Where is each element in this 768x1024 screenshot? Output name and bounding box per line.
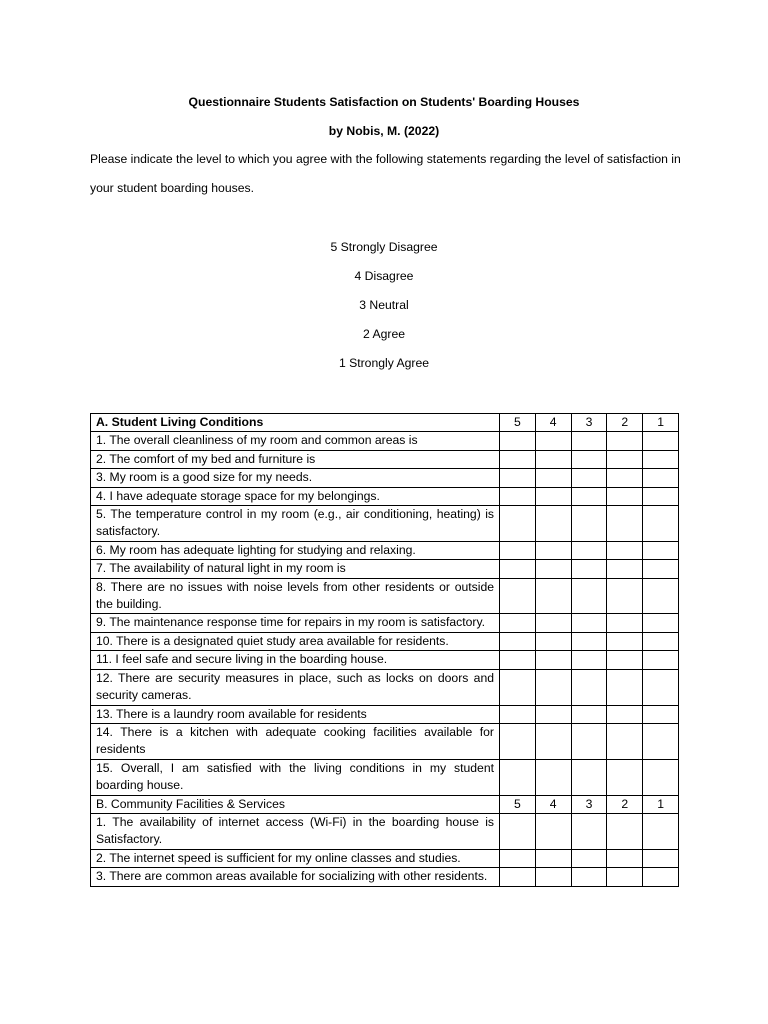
rating-cell[interactable] (500, 723, 536, 759)
rating-cell[interactable] (500, 632, 536, 650)
rating-cell[interactable] (571, 723, 607, 759)
question-text: 15. Overall, I am satisfied with the living conditions in my student boarding house. (91, 759, 500, 795)
question-text: 7. The availability of natural light in my room is (91, 560, 500, 578)
rating-cell[interactable] (500, 759, 536, 795)
rating-column-header: 5 (500, 414, 536, 432)
rating-cell[interactable] (607, 450, 643, 468)
rating-cell[interactable] (500, 669, 536, 705)
scale-item: 3 Neutral (359, 298, 409, 312)
rating-cell[interactable] (535, 669, 571, 705)
rating-cell[interactable] (500, 560, 536, 578)
rating-cell[interactable] (571, 705, 607, 723)
rating-cell[interactable] (571, 669, 607, 705)
rating-cell[interactable] (643, 487, 679, 505)
section-header-row (91, 414, 679, 432)
rating-column-header: 2 (607, 414, 643, 432)
rating-cell[interactable] (571, 651, 607, 669)
rating-cell[interactable] (607, 469, 643, 487)
rating-cell[interactable] (571, 614, 607, 632)
rating-cell[interactable] (500, 705, 536, 723)
rating-cell[interactable] (643, 651, 679, 669)
rating-cell[interactable] (535, 614, 571, 632)
question-text: 2. The internet speed is sufficient for my online classes and studies. (91, 849, 500, 867)
question-row (91, 669, 679, 705)
rating-cell[interactable] (643, 560, 679, 578)
rating-cell[interactable] (643, 614, 679, 632)
rating-cell[interactable] (535, 759, 571, 795)
rating-column-header: 2 (607, 795, 643, 813)
question-row (91, 469, 679, 487)
question-text: 9. The maintenance response time for repairs in my room is satisfactory. (91, 614, 500, 632)
question-text: 5. The temperature control in my room (e.g., air conditioning, heating) is satisfactory. (91, 506, 500, 542)
question-text: 10. There is a designated quiet study area available for residents. (91, 632, 500, 650)
rating-cell[interactable] (571, 632, 607, 650)
question-text: 2. The comfort of my bed and furniture is (91, 450, 500, 468)
question-row (91, 632, 679, 650)
document-author: by Nobis, M. (2022) (328, 124, 440, 138)
rating-cell[interactable] (607, 669, 643, 705)
rating-column-header: 1 (643, 414, 679, 432)
rating-cell[interactable] (643, 469, 679, 487)
intro-paragraph: Please indicate the level to which you agree with the following statements regarding the level of satisfaction in your student boarding houses. (90, 152, 681, 195)
rating-cell[interactable] (500, 506, 536, 542)
rating-cell[interactable] (535, 541, 571, 559)
rating-cell[interactable] (571, 868, 607, 886)
rating-cell[interactable] (607, 541, 643, 559)
rating-cell[interactable] (607, 578, 643, 614)
rating-column-header: 5 (500, 795, 536, 813)
rating-cell[interactable] (535, 632, 571, 650)
rating-cell[interactable] (571, 469, 607, 487)
rating-cell[interactable] (535, 432, 571, 450)
rating-column-header: 3 (571, 795, 607, 813)
rating-cell[interactable] (643, 759, 679, 795)
rating-cell[interactable] (643, 868, 679, 886)
question-text: 8. There are no issues with noise levels from other residents or outside the building. (91, 578, 500, 614)
question-text: 1. The availability of internet access (Wi-Fi) in the boarding house is Satisfactory. (91, 813, 500, 849)
rating-cell[interactable] (571, 432, 607, 450)
question-row (91, 813, 679, 849)
rating-cell[interactable] (535, 868, 571, 886)
rating-cell[interactable] (643, 450, 679, 468)
rating-cell[interactable] (500, 849, 536, 867)
rating-cell[interactable] (607, 560, 643, 578)
questionnaire-table (90, 413, 679, 887)
rating-cell[interactable] (643, 669, 679, 705)
rating-cell[interactable] (643, 849, 679, 867)
question-text: 3. There are common areas available for socializing with other residents. (91, 868, 500, 886)
question-row (91, 705, 679, 723)
rating-cell[interactable] (643, 723, 679, 759)
question-text: 11. I feel safe and secure living in the boarding house. (91, 651, 500, 669)
rating-cell[interactable] (535, 469, 571, 487)
question-row (91, 560, 679, 578)
rating-cell[interactable] (607, 849, 643, 867)
rating-cell[interactable] (643, 541, 679, 559)
rating-cell[interactable] (500, 813, 536, 849)
rating-cell[interactable] (607, 759, 643, 795)
rating-cell[interactable] (535, 506, 571, 542)
document-title: Questionnaire Students Satisfaction on Students' Boarding Houses (188, 95, 580, 109)
rating-cell[interactable] (571, 541, 607, 559)
question-row (91, 487, 679, 505)
question-row (91, 849, 679, 867)
rating-cell[interactable] (607, 651, 643, 669)
question-text: 6. My room has adequate lighting for studying and relaxing. (91, 541, 500, 559)
rating-cell[interactable] (535, 813, 571, 849)
question-row (91, 432, 679, 450)
rating-cell[interactable] (643, 813, 679, 849)
rating-cell[interactable] (643, 578, 679, 614)
rating-cell[interactable] (500, 541, 536, 559)
scale-item: 5 Strongly Disagree (330, 240, 438, 254)
rating-cell[interactable] (571, 560, 607, 578)
scale-item: 1 Strongly Agree (338, 356, 430, 370)
question-text: 1. The overall cleanliness of my room and common areas is (91, 432, 500, 450)
rating-cell[interactable] (500, 578, 536, 614)
rating-cell[interactable] (643, 506, 679, 542)
section-title: A. Student Living Conditions (91, 414, 500, 432)
rating-cell[interactable] (500, 432, 536, 450)
question-row (91, 868, 679, 886)
question-text: 3. My room is a good size for my needs. (91, 469, 500, 487)
question-row (91, 506, 679, 542)
rating-cell[interactable] (571, 487, 607, 505)
rating-column-header: 3 (571, 414, 607, 432)
question-text: 12. There are security measures in place, such as locks on doors and security cameras. (91, 669, 500, 705)
rating-cell[interactable] (607, 487, 643, 505)
rating-cell[interactable] (607, 705, 643, 723)
scale-item: 4 Disagree (354, 269, 414, 283)
rating-cell[interactable] (643, 705, 679, 723)
rating-cell[interactable] (607, 432, 643, 450)
question-text: 4. I have adequate storage space for my belongings. (91, 487, 500, 505)
question-row (91, 651, 679, 669)
rating-cell[interactable] (643, 632, 679, 650)
question-row (91, 578, 679, 614)
question-row (91, 759, 679, 795)
rating-cell[interactable] (607, 506, 643, 542)
rating-cell[interactable] (535, 723, 571, 759)
question-row (91, 541, 679, 559)
rating-cell[interactable] (500, 450, 536, 468)
rating-scale-legend (0, 233, 768, 378)
question-text: 14. There is a kitchen with adequate cooking facilities available for residents (91, 723, 500, 759)
rating-cell[interactable] (535, 651, 571, 669)
rating-cell[interactable] (571, 450, 607, 468)
rating-cell[interactable] (535, 487, 571, 505)
rating-column-header: 4 (535, 414, 571, 432)
rating-cell[interactable] (535, 578, 571, 614)
rating-cell[interactable] (535, 849, 571, 867)
section-header-row (91, 795, 679, 813)
rating-cell[interactable] (500, 487, 536, 505)
question-row (91, 614, 679, 632)
rating-cell[interactable] (571, 759, 607, 795)
question-text: 13. There is a laundry room available for residents (91, 705, 500, 723)
rating-cell[interactable] (607, 723, 643, 759)
rating-cell[interactable] (535, 450, 571, 468)
rating-cell[interactable] (607, 614, 643, 632)
rating-cell[interactable] (571, 813, 607, 849)
rating-cell[interactable] (500, 651, 536, 669)
rating-cell[interactable] (571, 849, 607, 867)
rating-cell[interactable] (571, 578, 607, 614)
rating-cell[interactable] (500, 469, 536, 487)
rating-column-header: 4 (535, 795, 571, 813)
rating-cell[interactable] (643, 432, 679, 450)
rating-cell[interactable] (535, 560, 571, 578)
rating-cell[interactable] (500, 868, 536, 886)
scale-item: 2 Agree (362, 327, 405, 341)
rating-cell[interactable] (500, 614, 536, 632)
rating-cell[interactable] (607, 868, 643, 886)
rating-cell[interactable] (535, 705, 571, 723)
question-row (91, 723, 679, 759)
section-title: B. Community Facilities & Services (91, 795, 500, 813)
question-row (91, 450, 679, 468)
rating-column-header: 1 (643, 795, 679, 813)
rating-cell[interactable] (607, 632, 643, 650)
rating-cell[interactable] (571, 506, 607, 542)
rating-cell[interactable] (607, 813, 643, 849)
